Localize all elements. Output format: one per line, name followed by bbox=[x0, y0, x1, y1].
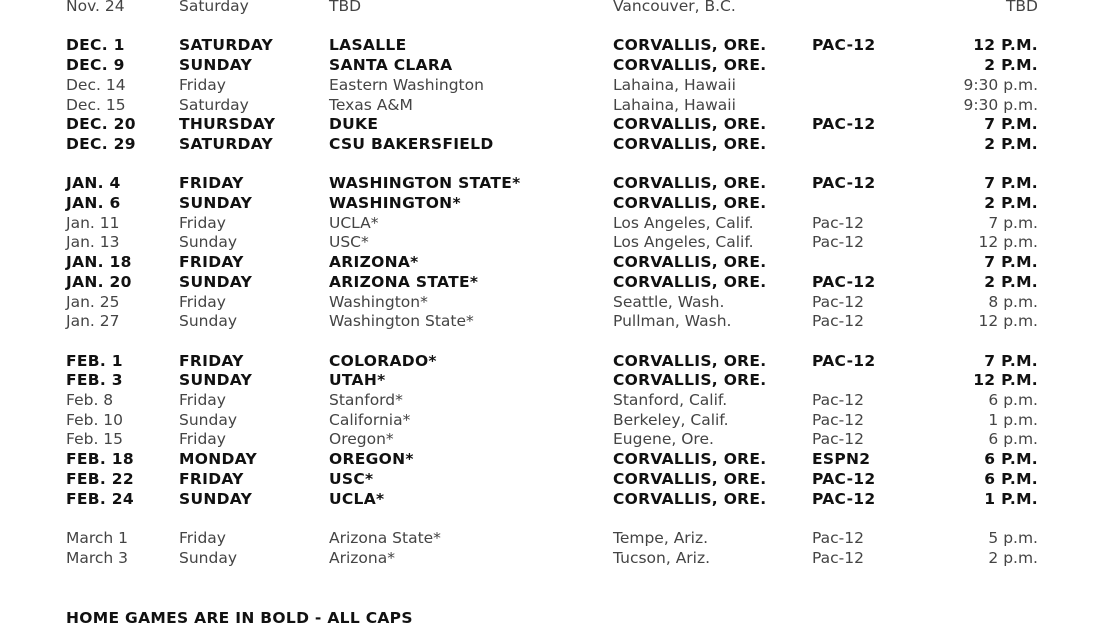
game-time: 6 p.m. bbox=[988, 430, 1038, 449]
game-time: 7 P.M. bbox=[984, 115, 1038, 134]
game-opponent: COLORADO* bbox=[329, 351, 437, 370]
game-tv: PAC-12 bbox=[812, 115, 876, 134]
game-time: 6 P.M. bbox=[984, 450, 1038, 469]
game-day: Sunday bbox=[179, 233, 237, 252]
game-date: Nov. 24 bbox=[66, 0, 125, 15]
game-location: Berkeley, Calif. bbox=[613, 410, 729, 429]
game-location: Eugene, Ore. bbox=[613, 430, 714, 449]
game-time: 2 P.M. bbox=[984, 56, 1038, 75]
game-day: Saturday bbox=[179, 0, 249, 15]
game-date: FEB. 22 bbox=[66, 469, 134, 488]
game-time: 12 P.M. bbox=[973, 36, 1038, 55]
game-time: 7 p.m. bbox=[988, 213, 1038, 232]
game-tv: Pac-12 bbox=[812, 528, 864, 547]
game-opponent: DUKE bbox=[329, 115, 379, 134]
game-day: THURSDAY bbox=[179, 115, 276, 134]
game-day: Friday bbox=[179, 430, 226, 449]
game-time: 2 P.M. bbox=[984, 194, 1038, 212]
game-tv: PAC-12 bbox=[812, 489, 876, 508]
game-date: Feb. 8 bbox=[66, 391, 114, 409]
away-game-row bbox=[0, 411, 1120, 431]
game-date: FEB. 1 bbox=[66, 351, 123, 370]
game-location: CORVALLIS, ORE. bbox=[613, 174, 767, 193]
game-location: Tempe, Ariz. bbox=[613, 528, 709, 547]
game-location: Stanford, Calif. bbox=[613, 391, 728, 409]
game-location: CORVALLIS, ORE. bbox=[613, 253, 767, 272]
game-opponent: LASALLE bbox=[329, 36, 407, 55]
away-game-row bbox=[0, 96, 1120, 116]
game-day: SUNDAY bbox=[179, 272, 253, 291]
game-date: Jan. 11 bbox=[66, 213, 120, 232]
game-date: JAN. 6 bbox=[66, 194, 121, 212]
game-tv: Pac-12 bbox=[812, 391, 864, 409]
game-date: Dec. 14 bbox=[66, 75, 126, 94]
away-game-row bbox=[0, 233, 1120, 253]
home-game-row bbox=[0, 273, 1120, 293]
game-date: Jan. 27 bbox=[66, 312, 120, 331]
home-game-row bbox=[0, 115, 1120, 135]
game-time: 9:30 p.m. bbox=[963, 95, 1038, 114]
game-location: Los Angeles, Calif. bbox=[613, 233, 754, 252]
game-day: SUNDAY bbox=[179, 371, 253, 390]
game-tv: Pac-12 bbox=[812, 233, 864, 252]
game-time: 6 P.M. bbox=[984, 469, 1038, 488]
game-tv: Pac-12 bbox=[812, 430, 864, 449]
game-date: Jan. 25 bbox=[66, 292, 120, 311]
game-time: 7 P.M. bbox=[984, 351, 1038, 370]
home-game-row bbox=[0, 253, 1120, 273]
game-location: CORVALLIS, ORE. bbox=[613, 36, 767, 55]
game-tv: Pac-12 bbox=[812, 312, 864, 331]
game-date: FEB. 3 bbox=[66, 371, 123, 390]
home-game-row bbox=[0, 371, 1120, 391]
game-opponent: ARIZONA STATE* bbox=[329, 272, 479, 291]
game-day: FRIDAY bbox=[179, 253, 244, 272]
game-tv: PAC-12 bbox=[812, 272, 876, 291]
game-tv: PAC-12 bbox=[812, 36, 876, 55]
game-location: CORVALLIS, ORE. bbox=[613, 194, 767, 212]
game-time: 2 P.M. bbox=[984, 134, 1038, 153]
game-day: Friday bbox=[179, 75, 226, 94]
game-location: Pullman, Wash. bbox=[613, 312, 732, 331]
game-opponent: Arizona* bbox=[329, 548, 395, 567]
home-game-row bbox=[0, 352, 1120, 372]
game-location: Lahaina, Hawaii bbox=[613, 95, 736, 114]
game-location: Seattle, Wash. bbox=[613, 292, 725, 311]
game-time: 1 p.m. bbox=[988, 410, 1038, 429]
game-opponent: Oregon* bbox=[329, 430, 394, 449]
home-game-row bbox=[0, 135, 1120, 155]
game-time: 8 p.m. bbox=[988, 292, 1038, 311]
game-tv: Pac-12 bbox=[812, 292, 864, 311]
game-day: Friday bbox=[179, 391, 226, 409]
game-location: CORVALLIS, ORE. bbox=[613, 272, 767, 291]
game-day: Sunday bbox=[179, 312, 237, 331]
game-day: FRIDAY bbox=[179, 351, 244, 370]
game-date: Feb. 15 bbox=[66, 430, 124, 449]
game-day: SUNDAY bbox=[179, 56, 253, 75]
game-date: March 3 bbox=[66, 548, 129, 567]
game-time: 12 p.m. bbox=[978, 233, 1038, 252]
legend-note: HOME GAMES ARE IN BOLD - ALL CAPS bbox=[66, 609, 413, 627]
game-opponent: CSU BAKERSFIELD bbox=[329, 134, 494, 153]
game-day: Sunday bbox=[179, 410, 237, 429]
game-day: FRIDAY bbox=[179, 469, 244, 488]
game-location: CORVALLIS, ORE. bbox=[613, 134, 767, 153]
game-time: 12 P.M. bbox=[973, 371, 1038, 390]
game-date: JAN. 20 bbox=[66, 272, 132, 291]
game-day: MONDAY bbox=[179, 450, 257, 469]
away-game-row bbox=[0, 0, 1120, 17]
game-day: Friday bbox=[179, 528, 226, 547]
game-opponent: UCLA* bbox=[329, 489, 385, 508]
game-day: Saturday bbox=[179, 95, 249, 114]
away-game-row bbox=[0, 529, 1120, 549]
game-tv: PAC-12 bbox=[812, 469, 876, 488]
game-date: March 1 bbox=[66, 528, 129, 547]
game-date: Jan. 13 bbox=[66, 233, 120, 252]
game-day: Sunday bbox=[179, 548, 237, 567]
game-tv: Pac-12 bbox=[812, 548, 864, 567]
game-location: CORVALLIS, ORE. bbox=[613, 489, 767, 508]
game-time: TBD bbox=[1005, 0, 1038, 15]
game-opponent: OREGON* bbox=[329, 450, 414, 469]
game-date: FEB. 18 bbox=[66, 450, 134, 469]
game-date: JAN. 4 bbox=[66, 174, 121, 193]
game-location: Los Angeles, Calif. bbox=[613, 213, 754, 232]
home-game-row bbox=[0, 450, 1120, 470]
game-date: Dec. 15 bbox=[66, 95, 126, 114]
game-opponent: UCLA* bbox=[329, 213, 379, 232]
game-day: Friday bbox=[179, 292, 226, 311]
game-day: SATURDAY bbox=[179, 134, 274, 153]
game-location: Vancouver, B.C. bbox=[613, 0, 736, 15]
game-time: 12 p.m. bbox=[978, 312, 1038, 331]
game-opponent: TBD bbox=[329, 0, 362, 15]
away-game-row bbox=[0, 312, 1120, 332]
game-opponent: Stanford* bbox=[329, 391, 403, 409]
game-location: CORVALLIS, ORE. bbox=[613, 450, 767, 469]
game-opponent: USC* bbox=[329, 469, 374, 488]
game-tv: Pac-12 bbox=[812, 410, 864, 429]
home-game-row bbox=[0, 174, 1120, 194]
game-day: FRIDAY bbox=[179, 174, 244, 193]
game-opponent: Washington State* bbox=[329, 312, 474, 331]
game-opponent: SANTA CLARA bbox=[329, 56, 453, 75]
game-date: FEB. 24 bbox=[66, 489, 134, 508]
game-opponent: Eastern Washington bbox=[329, 75, 484, 94]
game-location: CORVALLIS, ORE. bbox=[613, 371, 767, 390]
game-time: 9:30 p.m. bbox=[963, 75, 1038, 94]
home-game-row bbox=[0, 56, 1120, 76]
game-time: 1 P.M. bbox=[984, 489, 1038, 508]
game-opponent: Texas A&M bbox=[329, 95, 413, 114]
game-location: CORVALLIS, ORE. bbox=[613, 469, 767, 488]
game-opponent: WASHINGTON* bbox=[329, 194, 461, 212]
game-day: SUNDAY bbox=[179, 489, 253, 508]
away-game-row bbox=[0, 214, 1120, 234]
game-time: 7 P.M. bbox=[984, 253, 1038, 272]
game-time: 6 p.m. bbox=[988, 391, 1038, 409]
game-tv: PAC-12 bbox=[812, 174, 876, 193]
game-time: 2 p.m. bbox=[988, 548, 1038, 567]
game-location: CORVALLIS, ORE. bbox=[613, 56, 767, 75]
home-game-row bbox=[0, 36, 1120, 56]
game-date: JAN. 18 bbox=[66, 253, 132, 272]
game-opponent: USC* bbox=[329, 233, 369, 252]
game-location: CORVALLIS, ORE. bbox=[613, 351, 767, 370]
game-location: Lahaina, Hawaii bbox=[613, 75, 736, 94]
away-game-row bbox=[0, 293, 1120, 313]
game-time: 2 P.M. bbox=[984, 272, 1038, 291]
game-date: DEC. 9 bbox=[66, 56, 125, 75]
home-game-row bbox=[0, 194, 1120, 214]
home-game-row bbox=[0, 470, 1120, 490]
away-game-row bbox=[0, 430, 1120, 450]
game-tv: PAC-12 bbox=[812, 351, 876, 370]
game-tv: ESPN2 bbox=[812, 450, 871, 469]
game-date: DEC. 1 bbox=[66, 36, 125, 55]
game-day: SATURDAY bbox=[179, 36, 274, 55]
game-location: CORVALLIS, ORE. bbox=[613, 115, 767, 134]
game-day: SUNDAY bbox=[179, 194, 253, 212]
game-location: Tucson, Ariz. bbox=[613, 548, 711, 567]
home-game-row bbox=[0, 490, 1120, 510]
away-game-row bbox=[0, 549, 1120, 569]
game-opponent: ARIZONA* bbox=[329, 253, 419, 272]
away-game-row bbox=[0, 391, 1120, 411]
game-day: Friday bbox=[179, 213, 226, 232]
game-opponent: California* bbox=[329, 410, 411, 429]
game-time: 7 P.M. bbox=[984, 174, 1038, 193]
game-date: DEC. 20 bbox=[66, 115, 136, 134]
game-time: 5 p.m. bbox=[988, 528, 1038, 547]
away-game-row bbox=[0, 76, 1120, 96]
game-date: DEC. 29 bbox=[66, 134, 136, 153]
game-opponent: Arizona State* bbox=[329, 528, 441, 547]
game-opponent: Washington* bbox=[329, 292, 428, 311]
game-opponent: WASHINGTON STATE* bbox=[329, 174, 521, 193]
game-date: Feb. 10 bbox=[66, 410, 124, 429]
game-tv: Pac-12 bbox=[812, 213, 864, 232]
game-opponent: UTAH* bbox=[329, 371, 386, 390]
